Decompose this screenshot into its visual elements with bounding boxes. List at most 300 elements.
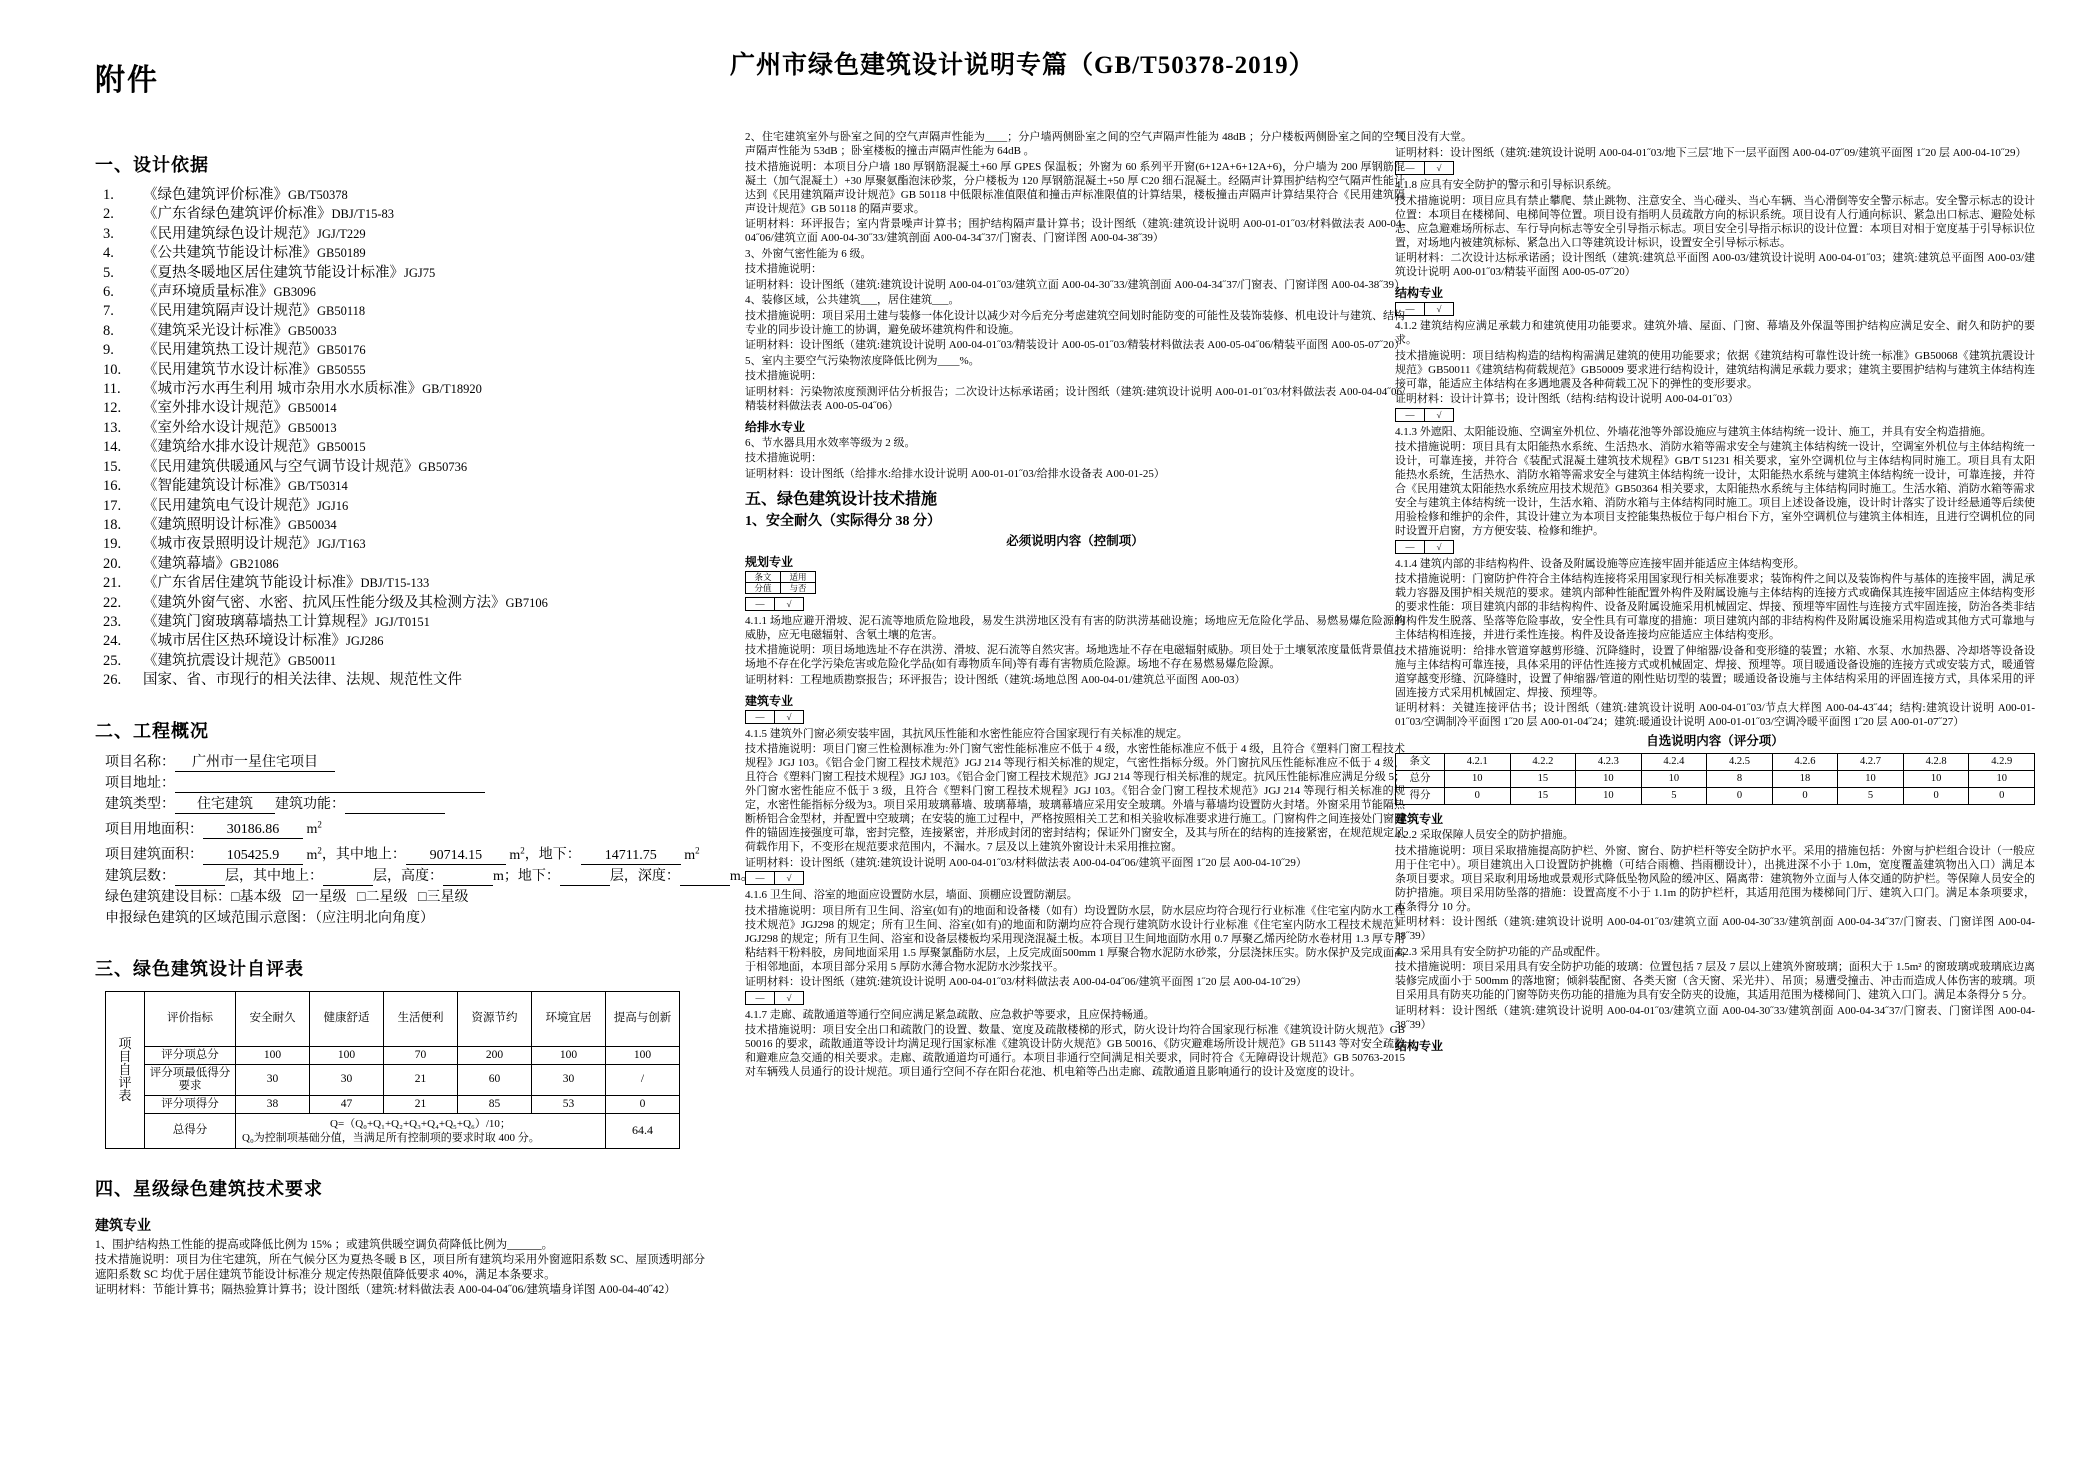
cell: 8 <box>1707 771 1773 788</box>
planning-proof: 证明材料：工程地质勘察报告；环评报告；设计图纸（建筑:场地总图 A00-04-01/建筑总平面图 A00-03） <box>745 673 1246 686</box>
cell: 70 <box>384 1046 458 1064</box>
goal-option-label: 基本级 <box>239 889 282 905</box>
cell: 5 <box>1838 788 1904 805</box>
standard-name: 《广东省绿色建筑评价标准》 <box>143 206 332 223</box>
list-item <box>95 283 705 302</box>
para-4-proof: 证明材料：设计图纸（建筑:建筑设计说明 A00-04-01˝03/精装设计 A00-05-01˝03/精装材料做法表 A00-05-04˝06/精装平面图 A00-05-07˝20） <box>745 339 1405 351</box>
cell: 53 <box>532 1095 606 1113</box>
para-5-proof: 证明材料：污染物浓度预测评估分析报告；二次设计达标承诺函；设计图纸（建筑:建筑设计说明 A00-01-01˝03/材料做法表 A00-04-04˝06/精装材料做法表 A00-05-04˝06） <box>745 385 1405 412</box>
para-2-proof: 证明材料：环评报告；室内背景噪声计算书；围护结构隔声量计算书；设计图纸（建筑:建筑设计说明 A00-01-01˝03/材料做法表 A00-04-04˝06/建筑立面 A00-04-30˝33/建筑剖面 A00-04-34˝37/门窗表、门窗详图 A00-04-38˝39） <box>745 218 1405 244</box>
list-number: 21. <box>103 575 122 592</box>
list-number: 16. <box>103 478 122 495</box>
goal-option-label: 二星级 <box>365 889 408 905</box>
list-number: 14. <box>103 439 122 456</box>
standard-code: DBJ/T15-133 <box>360 576 430 591</box>
goal-option-label: 三星级 <box>426 889 469 905</box>
clause-id: 4.2.1 <box>1445 754 1511 771</box>
floors-above-value[interactable] <box>323 868 373 886</box>
arch-proof-text: 证明材料：节能计算书；隔热验算计算书；设计图纸（建筑:材料做法表 A00-04-04˝06/建筑墙身详图 A00-04-40˝42） <box>95 1284 676 1297</box>
standard-code: GB3096 <box>273 285 316 300</box>
col-header: 健康舒适 <box>310 991 384 1046</box>
table-row <box>1396 540 1454 553</box>
standard-name: 《声环境质量标准》 <box>143 284 274 301</box>
clause-id: 4.2.2 <box>1510 754 1576 771</box>
section-heading-self-eval: 三、绿色建筑设计自评表 <box>95 958 304 979</box>
table-row <box>746 582 816 593</box>
arch-clause-415: 4.1.5 建筑外门窗必须安装牢固，其抗风压性能和水密性能应符合国家现行有关标准的规定。 <box>745 727 1188 740</box>
vlabel-ch: 目 <box>118 1049 132 1065</box>
minus-mark[interactable]: — <box>746 991 775 1004</box>
clause-412: 4.1.2 建筑结构应满足承载力和建筑使用功能要求。建筑外墙、屋面、门窗、幕墙及外保温等围护结构应满足安全、耐久和防护的要求。 <box>1395 320 2035 346</box>
standard-name: 《民用建筑节水设计标准》 <box>143 361 317 378</box>
section-heading-project-overview: 二、工程概况 <box>95 720 209 741</box>
project-name-row <box>105 752 705 773</box>
list-number: 18. <box>103 516 122 533</box>
cell: 10 <box>1903 771 1969 788</box>
list-item <box>95 652 705 671</box>
list-item <box>95 186 705 205</box>
measures-423: 技术措施说明：项目采用具有安全防护功能的玻璃：位置包括 7 层及 7 层以上建筑外窗玻璃；面积大于 1.5m² 的窗玻璃或玻璃底边离装修完成面小于 500mm 的落地窗；倾斜装配窗、各类天窗（含天窗、采光井）、吊顶；易遭受撞击、冲击而造成人体伤害的玻璃。项目采用具有防夹功能的门窗等防夹伤功能的措施为具有安全防夹的设施，其适用范围为楼梯间门、建筑入口门。满足本条得分 5 分。 <box>1395 961 2035 1001</box>
standard-name: 《建筑给水排水设计规范》 <box>143 439 317 456</box>
checkbox-two-star[interactable]: □ <box>357 889 366 905</box>
check-mark[interactable]: √ <box>1425 540 1454 553</box>
clause-check-row <box>1395 302 1454 316</box>
measures-412: 技术措施说明：项目结构构造的结构构需满足建筑的使用功能要求；依据《建筑结构可靠性设计统一标准》GB50068《建筑抗震设计规范》GB50011《建筑结构荷载规范》GB50009 要求进行结构设计，建筑结构满足承载力要求；建筑主要围护结构与建筑主体结构连接可靠，能适应主体结构在多遇地震及各种荷载工况下的弹性的变形要求。 <box>1395 349 2035 390</box>
cell: 0 <box>1969 788 2035 805</box>
cell: 10 <box>1576 788 1642 805</box>
planning-clause-411: 4.1.1 场地应避开滑坡、泥石流等地质危险地段，易发生洪涝地区没有有害的防洪涝基础设施；场地应无危险化学品、易燃易爆危险源的威胁，应无电磁辐射、含氡土壤的危害。 <box>745 614 1405 641</box>
clause-id: 4.2.5 <box>1707 754 1773 771</box>
building-function-label: 建筑功能： <box>275 796 345 812</box>
list-item <box>95 516 705 535</box>
floors-unit: 层，其中地上： <box>225 868 323 884</box>
minus-mark[interactable]: — <box>1396 303 1425 316</box>
para-3-measures: 技术措施说明： <box>745 263 822 275</box>
col-header: 提高与创新 <box>606 991 680 1046</box>
list-item <box>95 535 705 554</box>
cell: / <box>606 1064 680 1095</box>
table-row <box>746 710 804 723</box>
check-mark[interactable]: √ <box>1425 303 1454 316</box>
cell: 21 <box>384 1095 458 1113</box>
cell: 0 <box>1903 788 1969 805</box>
cell: 0 <box>1772 788 1838 805</box>
subhead-architecture-mid: 建筑专业 <box>745 693 794 708</box>
standard-name: 《智能建筑设计标准》 <box>143 478 288 495</box>
cell: 47 <box>310 1095 384 1113</box>
standard-name: 《公共建筑节能设计标准》 <box>143 245 317 262</box>
height-label: 层，高度： <box>373 868 443 884</box>
para-4-measures: 技术措施说明：项目采用土建与装修一体化设计以减少对今后充分考虑建筑空间划时能防变的可能性及装饰装修、机电设计与建筑、结构专业的同步设计施工的协调，避免破坏建筑构件和设施。 <box>745 309 1405 336</box>
para-5-measures: 技术措施说明： <box>745 370 822 382</box>
standard-code: JGJ/T229 <box>317 226 366 241</box>
check-mark[interactable]: √ <box>775 872 804 885</box>
standard-name: 《民用建筑热工设计规范》 <box>143 342 317 359</box>
subhead-architecture: 建筑专业 <box>95 1218 151 1234</box>
col-header: 生活便利 <box>384 991 458 1046</box>
right-top-note: 项目没有大堂。 <box>1395 131 1472 143</box>
para-3-proof: 证明材料：设计图纸（建筑:建筑设计说明 A00-04-01˝03/建筑立面 A00-04-30˝33/建筑剖面 A00-04-34˝37/门窗表、门窗详图 A00-04-38˝39） <box>745 278 1405 291</box>
standard-code: JGJ16 <box>317 498 349 513</box>
cell: 30 <box>310 1064 384 1095</box>
cell: 10 <box>1576 771 1642 788</box>
list-item <box>95 419 705 438</box>
clause-418: 4.1.8 应具有安全防护的警示和引导标识系统。 <box>1395 179 1618 191</box>
floor-area-row <box>105 840 705 866</box>
table-row <box>106 1046 680 1064</box>
cell: 21 <box>384 1064 458 1095</box>
floors-value[interactable] <box>175 868 225 886</box>
project-address-label: 项目地址： <box>105 775 175 791</box>
score-row-label: 总分 <box>1396 771 1445 788</box>
clause-423: 4.2.3 采用具有安全防护功能的产品或配件。 <box>1395 945 1607 958</box>
standard-name: 《建筑门窗玻璃幕墙热工计算规程》 <box>143 613 375 630</box>
vlabel-ch: 表 <box>118 1088 132 1104</box>
floors-row <box>105 866 755 887</box>
list-number: 1. <box>103 187 114 203</box>
region-map-note: 申报绿色建筑的区域范围示意图：（应注明北向角度） <box>105 910 434 926</box>
arch-proof-416: 证明材料：设计图纸（建筑:建筑设计说明 A00-04-01˝03/材料做法表 A00-04-04˝06/建筑平面图 1˝20 层 A00-04-10˝29） <box>745 976 1307 988</box>
table-row-header <box>106 991 680 1046</box>
below-ground-value[interactable]: 14711.75 <box>581 847 681 865</box>
standard-code: GB/T50314 <box>288 479 348 494</box>
cell: 100 <box>236 1046 310 1064</box>
standard-name: 《民用建筑隔声设计规范》 <box>143 303 317 320</box>
clause-check-row <box>1395 161 1454 175</box>
para-2: 2、住宅建筑室外与卧室之间的空气声隔声性能为____；分户墙两侧卧室之间的空气声隔声性能为 48dB ；分户楼板两侧卧室之间的空气声隔声性能为 53dB ；卧室楼板的撞击声隔声性能为 64dB 。 <box>745 131 1405 157</box>
unit: $m^2$ <box>306 845 322 863</box>
project-name-value[interactable]: 广州市一星住宅项目 <box>175 754 335 772</box>
standard-code: GB50555 <box>317 362 366 377</box>
tick-header-clause: 条文 <box>746 571 781 582</box>
standard-code: GB50011 <box>288 653 337 668</box>
table-row <box>1396 408 1454 421</box>
proof-418: 证明材料：二次设计达标承诺函；设计图纸（建筑:建筑总平面图 A00-03/建筑设计说明 A00-04-01˝03；建筑:建筑总平面图 A00-03/建筑设计说明 A00-01˝03/精装平面图 A00-05-07˝20） <box>1395 252 2035 278</box>
list-number: 26. <box>103 672 122 689</box>
above-ground-value[interactable]: 90714.15 <box>406 847 506 865</box>
plumbing-proof: 证明材料：设计图纸（给排水:给排水设计说明 A00-01-01˝03/给排水设备表 A00-01-25） <box>745 467 1165 480</box>
standard-name: 《夏热冬暖地区居住建筑节能设计标准》 <box>143 264 404 281</box>
arch-measures-415: 技术措施说明：项目门窗三性检测标准为:外门窗气密性能标准应不低于 4 级，水密性能标准应不低于 4 级，且符合《塑料门窗工程技术规程》JGJ 103。《铝合金门窗工程技术规范》JGJ 214 等现行相关标准的规定，气密性指标分级。外门窗抗风压性能标准应不低于 4 级，且符合《塑料门窗工程技术规程》JGJ 103。《铝合金门窗工程技术规范》JGJ 214 等现行相关标准的规定。抗风压性能标准应满足分级 5；外门窗水密性能应不低于 3 级，且符合《塑料门窗工程技术规程》JGJ 103。《铝合金门窗工程技术规范》JGJ 214 等现行相关标准的规定，水密性能指标分级为3。项目采用玻璃幕墙、玻璃幕墙，玻璃幕墙应采用安全玻璃。外墙与幕墙均设置防火封堵。外窗采用节能隔热断桥铝合金型材，并配置中空玻璃；在安装的施工过程中，严格按照相关工艺和相关验收标准要求进行施工。门窗构件之间连接处门窗固件的锚固连接强度可靠，密封完整，连接紧密，并形成封闭的密封结构；保证外门窗安全，及其与所在的结构的连接紧密，在规范规定风荷载作用下，不变形在规范要求范围内，不漏水。7 层及以上建筑外窗设计未采用推拉窗。 <box>745 743 1406 853</box>
standard-code: GB/T18920 <box>422 382 482 397</box>
para-2-measures: 技术措施说明：本项目分户墙 180 厚钢筋混凝土+60 厚 GPES 保温板；外窗为 60 系列平开窗(6+12A+6+12A+6)，分户墙为 200 厚钢筋混凝土（加气混凝土）+30 厚聚氨酯泡沫砂浆，分户楼板为 120 厚钢筋混凝土+50 厚 C20 细石混凝土。经隔声计算围护结构空气隔声性能计达到《民用建筑隔声设计规范》GB 50118 中低限标准值限值和撞击声标准限值的计算结果，楼板撞击声隔声计算结果符合《民用建筑隔声设计规范》GB 50118 的隔声要求。 <box>745 160 1405 215</box>
reference-standard-list <box>95 186 705 691</box>
right-top-proof: 证明材料：设计图纸（建筑:建筑设计说明 A00-04-01˝03/地下三层˝地下一层平面图 A00-04-07˝09/建筑平面图 1˝20 层 A00-04-10˝29） <box>1395 146 2027 159</box>
list-item <box>95 244 705 263</box>
check-mark[interactable]: √ <box>775 710 804 723</box>
project-info-block <box>95 752 755 929</box>
table-row <box>1396 754 2035 771</box>
standard-name: 《建筑照明设计标准》 <box>143 516 288 533</box>
checkbox-three-star[interactable]: □ <box>418 889 427 905</box>
project-address-row <box>105 773 705 794</box>
subsection-safety-durability: 1、安全耐久（实际得分 38 分） <box>745 513 941 529</box>
measures-418: 技术措施说明：项目应具有禁止攀爬、禁止跳物、注意安全、当心碰头、当心车辆、当心滑倒等安全警示标志。安全警示标志的设计位置：本项目在楼梯间、电梯间等位置。项目设有指明人员疏散方向的标识系统。项目设有人行通向标识、紧急出口标志、避险处标志、应急避难场所标志、车行导向标志等安全引导指示标志。项目安全引导指示标识的设计位置：本项目对相于宽度基于引导标识位置，对场地内被建筑标标、紧急出入口等建筑设计标识，设置安全引导标示标志。 <box>1395 194 2035 249</box>
list-item <box>95 671 705 690</box>
list-item <box>95 302 705 321</box>
row-label: 评分项最低得分要求 <box>145 1064 236 1095</box>
table-row <box>1396 303 1454 316</box>
middle-column <box>745 130 1405 1081</box>
checkbox-basic[interactable]: □ <box>231 889 240 905</box>
arch-item-text: 1、围护结构热工性能的提高或降低比例为 15% ；或建筑供暖空调负荷降低比例为______。 <box>95 1238 554 1251</box>
standard-code: GB50033 <box>288 323 337 338</box>
score-row-label: 得分 <box>1396 788 1445 805</box>
cell: 5 <box>1641 788 1707 805</box>
cell: 0 <box>1707 788 1773 805</box>
self-evaluation-table <box>105 991 680 1149</box>
depth-unit: m。 <box>729 868 755 884</box>
green-goal-row <box>105 887 705 908</box>
list-number: 22. <box>103 594 122 611</box>
table-row <box>1396 162 1454 175</box>
tick-header-applicable: 适用 <box>781 571 816 582</box>
site-area-row <box>105 815 705 841</box>
standard-name: 《建筑采光设计标准》 <box>143 322 288 339</box>
cell: 10 <box>1838 771 1904 788</box>
standard-code: GB50118 <box>317 304 366 319</box>
standard-name: 《建筑外窗气密、水密、抗风压性能分级及其检测方法》 <box>143 594 506 611</box>
col-header: 环境宜居 <box>532 991 606 1046</box>
clause-check-row <box>1395 408 1454 422</box>
cell: 10 <box>1641 771 1707 788</box>
cell: 100 <box>606 1046 680 1064</box>
clause-id: 4.2.9 <box>1969 754 2035 771</box>
standard-name: 《绿色建筑评价标准》 <box>143 187 288 203</box>
list-item <box>95 399 705 418</box>
list-item <box>95 555 705 574</box>
row-label: 评分项得分 <box>145 1095 236 1113</box>
minus-mark[interactable]: — <box>1396 540 1425 553</box>
list-number: 5. <box>103 264 114 281</box>
measures-422: 技术措施说明：项目采取措施提高防护栏、外窗、窗台、防护栏杆等安全防护水平。采用的措施包括：外窗与护栏组合设计（一般应用于住宅中）。项目建筑出入口设置防护挑檐（可结合雨檐、挡雨棚设计），出挑进深不小于 1.0m，宽度覆盖建筑物出入口）满足本条项目要求。项目采取利用场地或景观形式降低坠物风险的缓冲区、隔离带：建筑物外立面与人体交通的防护栏。等保障人员安全的防护措施。项目采用防坠落的措施：设置高度不小于 1.1m 的防护栏杆，其适用范围为楼梯间门厅、建筑入口门。满足本条项要求，本条得分 10 分。 <box>1395 844 2035 913</box>
minus-mark[interactable]: — <box>1396 162 1425 175</box>
list-item <box>95 264 705 283</box>
table-row <box>746 571 816 582</box>
arch-measures-416: 技术措施说明：项目所有卫生间、浴室(如有)的地面和设备楼（如有）均设置防水层，防水层应均符合现行行业标准《住宅室内防水工程技术规范》JGJ298 的规定；所有卫生间、浴室(如有)的地面和防潮均应符合现行建筑防水设计行业标准《住宅室内防水工程技术规范》JGJ298 的规定；所有卫生间、浴室和设备层楼板均采用现浇混凝土板。本项目卫生间地面防水用 0.7 厚聚乙烯丙纶防水卷材用 1.3 厚专用粘结料干粉料胶，房间地面采用 1.5 厚聚氯酯防水层，上反完成面500mm 1 厚聚合物水泥防水砂浆，分层浇抹压实。防水保护及完成面高于相邻地面，本项目部分采用 5 厚防水薄合物水泥防水沙浆找平。 <box>745 904 1405 973</box>
below-floors-value[interactable] <box>560 868 610 886</box>
list-number: 4. <box>103 245 114 262</box>
must-explain-heading: 必须说明内容（控制项） <box>1006 533 1144 548</box>
site-area-label: 项目用地面积： <box>105 822 203 838</box>
left-column <box>95 55 755 1299</box>
minus-mark[interactable]: — <box>1396 408 1425 421</box>
standard-code: GB50189 <box>317 246 366 261</box>
list-number: 11. <box>103 381 121 398</box>
measures-414: 技术措施说明：门窗防护件符合主体结构连接将采用国家现行相关标准要求；装饰构件之间以及装饰构件与基体的连接牢固，满足承载力容器及围护相关规范的要求。建筑内部种性能配置外构件及附属设施与主体结构的连接方式或确保其连接牢固适应主体结构变形的要求性能：项目建筑内部的非结构构件、设备及附属设施采用机械固定、焊接、预埋等牢固性与连接方式牢固连接，防治各类非结构构件发生脱落、坠落等危险事故，安全性具有可靠度的措施：项目建筑内部的非结构构件及附属设施采用构造或其他方式可靠地与主体结构相连接，并进行柔性连接。构件及设备连接均应能适应主体结构变形。 <box>1395 573 2035 641</box>
list-number: 23. <box>103 613 122 630</box>
clause-id: 4.2.7 <box>1838 754 1904 771</box>
height-value[interactable] <box>443 868 493 886</box>
vlabel-ch: 自 <box>118 1062 132 1078</box>
cell: 0 <box>606 1095 680 1113</box>
standard-code: JGJ/T163 <box>317 537 366 552</box>
building-type-row <box>105 794 705 815</box>
clause-id: 4.2.8 <box>1903 754 1969 771</box>
para-4: 4、装修区域，公共建筑___，居住建筑___。 <box>745 294 960 306</box>
optional-content-heading: 自选说明内容（评分项） <box>1646 734 1784 748</box>
standard-name: 《民用建筑绿色设计规范》 <box>143 225 317 242</box>
col-header: 资源节约 <box>458 991 532 1046</box>
standard-code: JGJ/T0151 <box>375 614 430 629</box>
depth-value[interactable] <box>680 868 730 886</box>
below-ground-label: ，地下： <box>524 847 581 863</box>
minus-mark[interactable]: — <box>746 872 775 885</box>
minus-mark[interactable]: — <box>746 710 775 723</box>
proof-414: 证明材料：关键连接评估书；设计图纸（建筑:建筑设计说明 A00-04-01˝03/节点大样图 A00-04-43˝44；结构:建筑设计说明 A00-01-01˝03/空调制冷平面图 1˝20 层 A00-01-04˝24；建筑:暖通设计说明 A00-01-01˝03/空调冷暖平面图 1˝20 层 A00-01-07˝27） <box>1395 702 2035 728</box>
cell: 18 <box>1772 771 1838 788</box>
list-number: 2. <box>103 206 114 223</box>
formula-line-2: Q₀为控制项基础分值，当满足所有控制项的要求时取 400 分。 <box>242 1131 540 1144</box>
list-item <box>95 613 705 632</box>
standard-code: GB7106 <box>505 595 548 610</box>
list-item <box>95 438 705 457</box>
green-goal-label: 绿色建筑建设目标： <box>105 889 231 905</box>
measures-413: 技术措施说明：项目具有太阳能热水系统、生活热水、消防水箱等需求安全与建筑主体结构统一设计，空调室外机位与主体结构统一设计，可靠连接，并符合《装配式混凝土建筑技术规程》GB/T 51231 相关要求，室外空调机位与主体结构同时施工。项目具有太阳能热水系统，生活热水、消防水箱等需求安全与建筑主体结构统一设计，太阳能热水系统与建筑主体结构统一设计，可靠连接，并符合《民用建筑太阳能热水系统应用技术规范》GB50364 相关要求，太阳能热水系统与主体结构同时施工。生活水箱、消防水箱等需求安全与建筑主体结构统一设计，生活水箱、消防水箱与主体结构同时施工。项目上述设备设施，设计时计落实了设计经悬通等后续使用验检修和维护的余件，其设计建立为本项目支控能集热板位于每户相台下方，室外空调机位与建筑主体相连，且进行空调机位的同时设置开启窗，方方便安装、检修和维护。 <box>1395 441 2035 537</box>
section-heading-star-requirements: 四、星级绿色建筑技术要求 <box>95 1178 323 1199</box>
score-row-label: 条文 <box>1396 754 1445 771</box>
building-function-value[interactable] <box>345 796 445 814</box>
unit: $m^2$ <box>509 845 525 863</box>
height-unit: m；地下： <box>493 868 560 884</box>
clause-check-row <box>745 871 804 885</box>
standard-name: 《建筑幕墙》 <box>143 555 230 572</box>
document-title: 广州市绿色建筑设计说明专篇（GB/T50378-2019） <box>730 52 1315 79</box>
cell: 100 <box>532 1046 606 1064</box>
check-mark[interactable]: √ <box>1425 162 1454 175</box>
clause-414: 4.1.4 建筑内部的非结构构件、设备及附属设施等应连接牢固并能适应主体结构变形。 <box>1395 557 1805 570</box>
list-number: 9. <box>103 342 114 359</box>
para-3: 3、外窗气密性能为 6 级。 <box>745 247 872 260</box>
project-name-label: 项目名称： <box>105 754 175 770</box>
cell: 10 <box>1969 771 2035 788</box>
above-ground-label: ，其中地上： <box>321 847 406 863</box>
table-row <box>1396 788 2035 805</box>
cell: 200 <box>458 1046 532 1064</box>
cell: 60 <box>458 1064 532 1095</box>
floor-area-label: 项目建筑面积： <box>105 847 203 863</box>
checkbox-one-star[interactable]: ☑ <box>291 889 305 905</box>
proof-423: 证明材料：设计图纸（建筑:建筑设计说明 A00-04-01˝03/建筑立面 A00-04-30˝33/建筑剖面 A00-04-34˝37/门窗表、门窗详图 A00-04-38˝39） <box>1395 1004 2035 1031</box>
col-header: 安全耐久 <box>236 991 310 1046</box>
standard-name: 《城市夜景照明设计规范》 <box>143 536 317 553</box>
unit: $m^2$ <box>684 845 700 863</box>
list-number: 3. <box>103 225 114 242</box>
table-row <box>746 872 804 885</box>
para-5: 5、室内主要空气污染物浓度降低比例为____%。 <box>745 354 980 367</box>
list-number: 24. <box>103 633 122 650</box>
cell: 38 <box>236 1095 310 1113</box>
list-item <box>95 225 705 244</box>
standard-name: 《建筑抗震设计规范》 <box>143 652 288 669</box>
subhead-structure: 结构专业 <box>1395 286 1444 300</box>
standard-code: GB50176 <box>317 343 366 358</box>
list-number: 12. <box>103 400 122 417</box>
minus-mark[interactable]: — <box>746 597 775 610</box>
tick-row-yesno: 与否 <box>781 582 816 593</box>
building-type-value[interactable]: 住宅建筑 <box>175 796 275 814</box>
table-row-total <box>106 1113 680 1148</box>
table-row <box>106 1095 680 1113</box>
cell: 100 <box>310 1046 384 1064</box>
table-vertical-label <box>106 991 145 1148</box>
table-row <box>1396 771 2035 788</box>
plumbing-item: 6、节水器具用水效率等级为 2 级。 <box>745 436 916 449</box>
project-address-value[interactable] <box>175 775 485 793</box>
goal-option-label: 一星级 <box>304 889 347 905</box>
standard-name: 《室外给水设计规范》 <box>143 419 288 436</box>
tick-row-score: 分值 <box>746 582 781 593</box>
table-row <box>106 1064 680 1095</box>
vlabel-ch: 评 <box>118 1075 132 1091</box>
section-heading-tech-measures: 五、绿色建筑设计技术措施 <box>745 490 938 508</box>
list-number: 17. <box>103 497 122 514</box>
architecture-body <box>95 1238 705 1298</box>
list-number: 20. <box>103 555 122 572</box>
clause-id: 4.2.6 <box>1772 754 1838 771</box>
cell: 15 <box>1510 788 1576 805</box>
list-number: 6. <box>103 284 114 301</box>
standard-name: 国家、省、市现行的相关法律、法规、规范性文件 <box>143 672 462 689</box>
check-mark[interactable]: √ <box>775 991 804 1004</box>
standard-code: GB50014 <box>288 401 337 416</box>
clause-check-row <box>745 991 804 1005</box>
cell: 0 <box>1445 788 1511 805</box>
list-number: 19. <box>103 536 122 553</box>
site-area-value[interactable]: 30186.86 <box>203 821 303 839</box>
subhead-architecture-right: 建筑专业 <box>1395 812 1444 826</box>
building-type-label: 建筑类型： <box>105 796 175 812</box>
depth-label: 层，深度： <box>609 868 680 884</box>
check-mark[interactable]: √ <box>775 597 804 610</box>
right-column <box>1395 130 2035 1055</box>
cell: 30 <box>236 1064 310 1095</box>
standard-name: 《民用建筑电气设计规范》 <box>143 497 317 514</box>
cell: 15 <box>1510 771 1576 788</box>
proof-412: 证明材料：设计计算书；设计图纸（结构:结构设计说明 A00-04-01˝03） <box>1395 393 1739 405</box>
list-item <box>95 341 705 360</box>
standard-code: DBJ/T15-83 <box>331 207 394 222</box>
total-score-value: 64.4 <box>606 1113 680 1148</box>
list-number: 25. <box>103 652 122 669</box>
standard-code: GB21086 <box>230 556 279 571</box>
standard-code: JGJ75 <box>404 265 436 280</box>
arch-proof-415: 证明材料：设计图纸（建筑:建筑设计说明 A00-04-01˝03/材料做法表 A00-04-04˝06/建筑平面图 1˝20 层 A00-04-10˝29） <box>745 856 1307 869</box>
section-heading-design-basis: 一、设计依据 <box>95 155 209 175</box>
list-number: 15. <box>103 458 122 475</box>
list-item <box>95 205 705 224</box>
floor-area-value[interactable]: 105425.9 <box>203 847 303 865</box>
list-item <box>95 497 705 516</box>
standard-name: 《民用建筑供暖通风与空气调节设计规范》 <box>143 458 419 475</box>
list-item <box>95 380 705 399</box>
cell: 10 <box>1445 771 1511 788</box>
list-item <box>95 574 705 593</box>
optional-score-table <box>1395 753 2035 805</box>
list-number: 7. <box>103 303 114 320</box>
measures-414-b: 技术措施说明：给排水管道穿越剪形缝、沉降缝时，设置了伸缩器/设备和变形缝的装置；水箱、水泵、水加热器、冷却塔等设备设施与主体结构可靠连接，具体采用的评估性连接方式或机械固定、焊接、预埋等。项目暖通设备设施的连接方式或安装方式，暖通管道穿越变形缝、沉降缝时，设置了伸缩器/管道的刚性贴切型的装置；暖通设备设施与主体结构采用的评固连接方式，具体采用的评固连接方式采用机械固定、焊接、预埋等。 <box>1395 644 2035 699</box>
table-row <box>746 597 804 610</box>
standard-name: 《城市污水再生利用 城市杂用水水质标准》 <box>143 381 423 398</box>
check-mark[interactable]: √ <box>1425 408 1454 421</box>
standard-name: 《室外排水设计规范》 <box>143 400 288 417</box>
arch-measure-text: 技术措施说明：项目为住宅建筑，所在气候分区为夏热冬暖 B 区，项目所有建筑均采用外窗遮阳系数 SC、屋顶透明部分遮阳系数 SC 均优于居住建筑节能设计标准分 规定传热限值降低要求 40%，满足本条要求。 <box>95 1254 705 1281</box>
attachment-label: 附件 <box>95 64 159 97</box>
list-item <box>95 458 705 477</box>
applicability-tick-table <box>745 571 816 594</box>
clause-422: 4.2.2 采取保障人员安全的防护措施。 <box>1395 829 1574 841</box>
proof-422: 证明材料：设计图纸（建筑:建筑设计说明 A00-04-01˝03/建筑立面 A00-04-30˝33/建筑剖面 A00-04-34˝37/门窗表、门窗详图 A00-04-38˝39） <box>1395 916 2035 942</box>
